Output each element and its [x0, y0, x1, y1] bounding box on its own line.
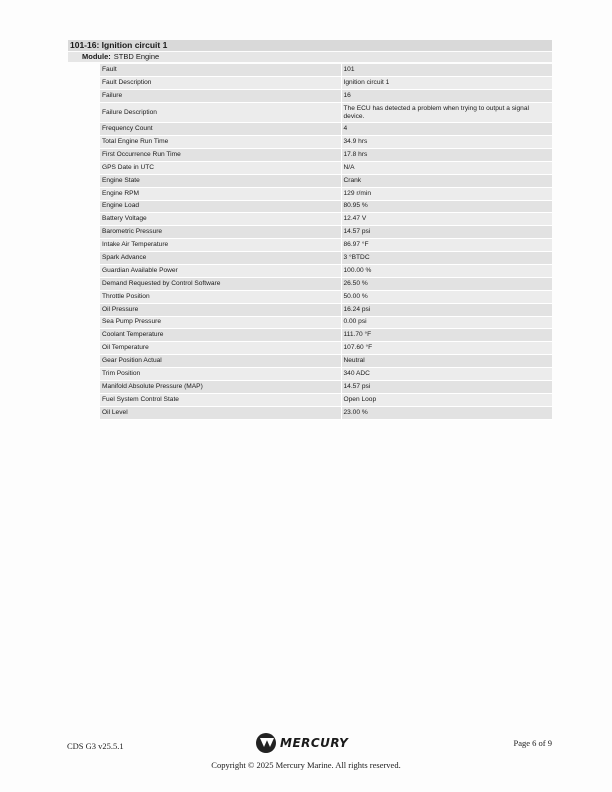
table-row — [100, 290, 552, 303]
row-value: Ignition circuit 1 — [341, 77, 552, 90]
row-label: Failure Description — [100, 103, 341, 123]
row-label: Total Engine Run Time — [100, 136, 341, 149]
row-label: Failure — [100, 90, 341, 103]
row-value: 86.97 °F — [341, 239, 552, 252]
copyright-notice: Copyright © 2025 Mercury Marine. All rights reserved. — [211, 760, 401, 770]
module-line — [68, 52, 552, 62]
row-value: Crank — [341, 174, 552, 187]
row-label: Intake Air Temperature — [100, 239, 341, 252]
row-value: Open Loop — [341, 393, 552, 406]
table-row — [100, 187, 552, 200]
table-row — [100, 329, 552, 342]
row-label: First Occurrence Run Time — [100, 148, 341, 161]
row-value: 50.00 % — [341, 290, 552, 303]
table-row — [100, 161, 552, 174]
table-row — [100, 355, 552, 368]
table-row — [100, 252, 552, 265]
page-number: Page 6 of 9 — [513, 738, 552, 748]
table-row — [100, 136, 552, 149]
row-label: Sea Pump Pressure — [100, 316, 341, 329]
row-value: 26.50 % — [341, 277, 552, 290]
table-row — [100, 368, 552, 381]
row-label: GPS Date in UTC — [100, 161, 341, 174]
table-row — [100, 226, 552, 239]
table-row — [100, 213, 552, 226]
row-value: 111.70 °F — [341, 329, 552, 342]
mercury-logo-icon — [256, 733, 276, 753]
row-value: 12.47 V — [341, 213, 552, 226]
row-value: 107.60 °F — [341, 342, 552, 355]
row-value: 101 — [341, 64, 552, 77]
table-row — [100, 200, 552, 213]
table-row — [100, 393, 552, 406]
row-value: 34.9 hrs — [341, 136, 552, 149]
row-label: Fault — [100, 64, 341, 77]
row-label: Engine RPM — [100, 187, 341, 200]
mercury-logo — [256, 733, 348, 753]
table-row — [100, 64, 552, 77]
brand-name: MERCURY — [280, 736, 349, 750]
row-value: 23.00 % — [341, 406, 552, 419]
table-row — [100, 239, 552, 252]
row-label: Spark Advance — [100, 252, 341, 265]
row-value: N/A — [341, 161, 552, 174]
table-row — [100, 103, 552, 123]
row-value: 80.95 % — [341, 200, 552, 213]
row-label: Demand Requested by Control Software — [100, 277, 341, 290]
fault-title: 101-16: Ignition circuit 1 — [68, 40, 552, 51]
row-value: Neutral — [341, 355, 552, 368]
row-label: Oil Level — [100, 406, 341, 419]
row-label: Trim Position — [100, 368, 341, 381]
row-value: The ECU has detected a problem when trying to output a signal device. — [341, 103, 552, 123]
row-label: Barometric Pressure — [100, 226, 341, 239]
row-value: 100.00 % — [341, 264, 552, 277]
software-version: CDS G3 v25.5.1 — [67, 741, 124, 751]
row-label: Oil Temperature — [100, 342, 341, 355]
row-label: Engine State — [100, 174, 341, 187]
table-row — [100, 277, 552, 290]
table-row — [100, 174, 552, 187]
row-label: Fuel System Control State — [100, 393, 341, 406]
table-row — [100, 123, 552, 136]
row-value: 16.24 psi — [341, 303, 552, 316]
row-label: Fault Description — [100, 77, 341, 90]
row-label: Coolant Temperature — [100, 329, 341, 342]
row-label: Engine Load — [100, 200, 341, 213]
row-value: 16 — [341, 90, 552, 103]
fault-data-table — [100, 64, 552, 420]
row-label: Frequency Count — [100, 123, 341, 136]
table-row — [100, 406, 552, 419]
row-label: Guardian Available Power — [100, 264, 341, 277]
row-value: 3 °BTDC — [341, 252, 552, 265]
row-value: 17.8 hrs — [341, 148, 552, 161]
table-row — [100, 342, 552, 355]
row-label: Oil Pressure — [100, 303, 341, 316]
module-label: Module: — [82, 52, 111, 61]
row-value: 0.00 psi — [341, 316, 552, 329]
table-row — [100, 303, 552, 316]
row-value: 340 ADC — [341, 368, 552, 381]
row-label: Gear Position Actual — [100, 355, 341, 368]
table-row — [100, 316, 552, 329]
row-label: Throttle Position — [100, 290, 341, 303]
row-label: Battery Voltage — [100, 213, 341, 226]
module-value: STBD Engine — [113, 52, 160, 61]
row-value: 14.57 psi — [341, 380, 552, 393]
table-row — [100, 380, 552, 393]
table-row — [100, 90, 552, 103]
table-row — [100, 77, 552, 90]
table-row — [100, 148, 552, 161]
table-row — [100, 264, 552, 277]
row-value: 4 — [341, 123, 552, 136]
row-value: 129 r/min — [341, 187, 552, 200]
row-value: 14.57 psi — [341, 226, 552, 239]
row-label: Manifold Absolute Pressure (MAP) — [100, 380, 341, 393]
